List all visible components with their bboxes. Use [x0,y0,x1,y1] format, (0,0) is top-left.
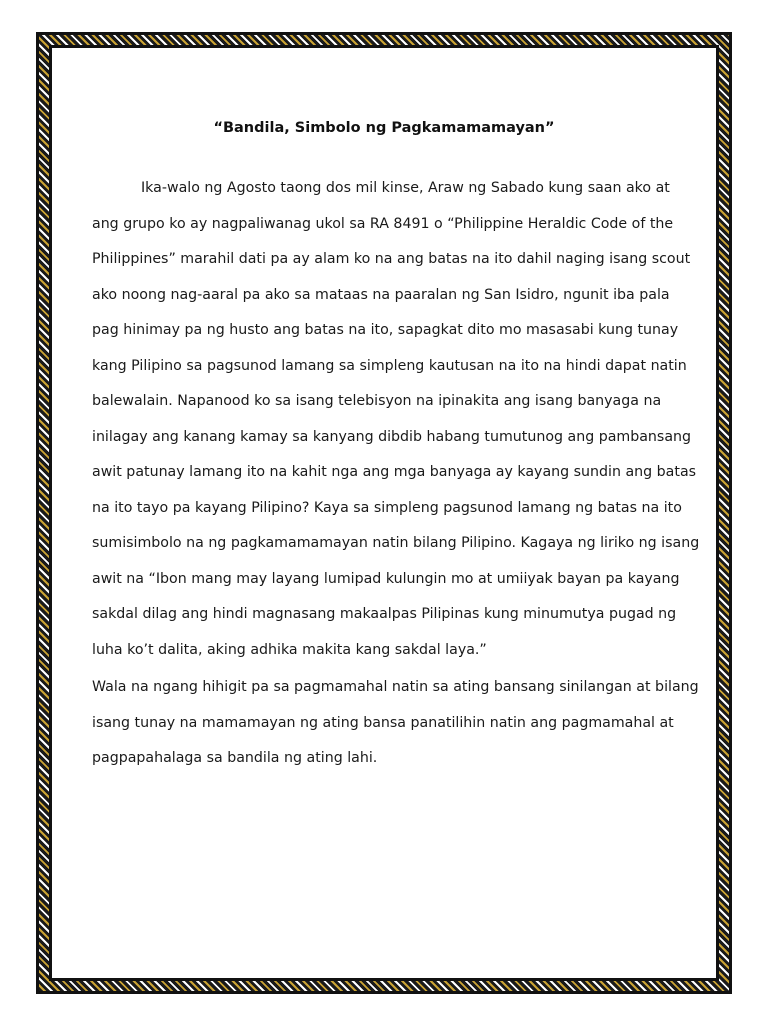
paragraph-2 [92,677,699,784]
paragraph-line: na ito tayo pa kayang Pilipino? Kaya sa simpleng pagsunod lamang ng batas na ito [92,499,682,516]
paragraph-line: awit patunay lamang ito na kahit nga ang mga banyaga ay kayang sundin ang batas [92,464,697,480]
document-title: “Bandila, Simbolo ng Pagkamamamayan” [213,120,555,136]
paragraph-line: awit na “Ibon mang may layang lumipad kulungin mo at umiiyak bayan pa kayang [92,570,680,587]
paragraph-line: ako noong nag-aaral pa ako sa mataas na paaralan ng San Isidro, ngunit iba pala [92,286,670,303]
paragraph-line: Philippines” marahil dati pa ay alam ko na ang batas na ito dahil naging isang scout [92,251,691,267]
paragraph-line: luha ko’t dalita, aking adhika makita kang sakdal laya.” [92,641,487,658]
paragraph-line: isang tunay na mamamayan ng ating bansa panatilihin natin ang pagmamahal at [92,714,674,731]
paragraph-line: Ika-walo ng Agosto taong dos mil kinse, Araw ng Sabado kung saan ako at [141,180,670,196]
paragraph-line: Wala na ngang hihigit pa sa pagmamahal natin sa ating bansang sinilangan at bilang [92,679,699,695]
paragraph-line: inilagay ang kanang kamay sa kanyang dibdib habang tumutunog ang pambansang [92,428,692,445]
paragraph-line: pag hinimay pa ng husto ang batas na ito, sapagkat dito mo masasabi kung tunay [92,322,679,338]
paragraph-1 [92,178,700,675]
paragraph-line: kang Pilipino sa pagsunod lamang sa simpleng kautusan na ito na hindi dapat natin [92,357,687,374]
paragraph-line: ang grupo ko ay nagpaliwanag ukol sa RA 8491 o “Philippine Heraldic Code of the [92,215,674,232]
paragraph-line: balewalain. Napanood ko sa isang telebisyon na ipinakita ang isang banyaga na [92,393,662,409]
paragraph-line: sakdal dilag ang hindi magnasang makaalpas Pilipinas kung minumutya pugad ng [92,606,677,622]
paragraph-line: sumisimbolo na ng pagkamamamayan natin bilang Pilipino. Kagaya ng liriko ng isang [92,535,700,551]
paragraph-line: pagpapahalaga sa bandila ng ating lahi. [92,750,378,766]
